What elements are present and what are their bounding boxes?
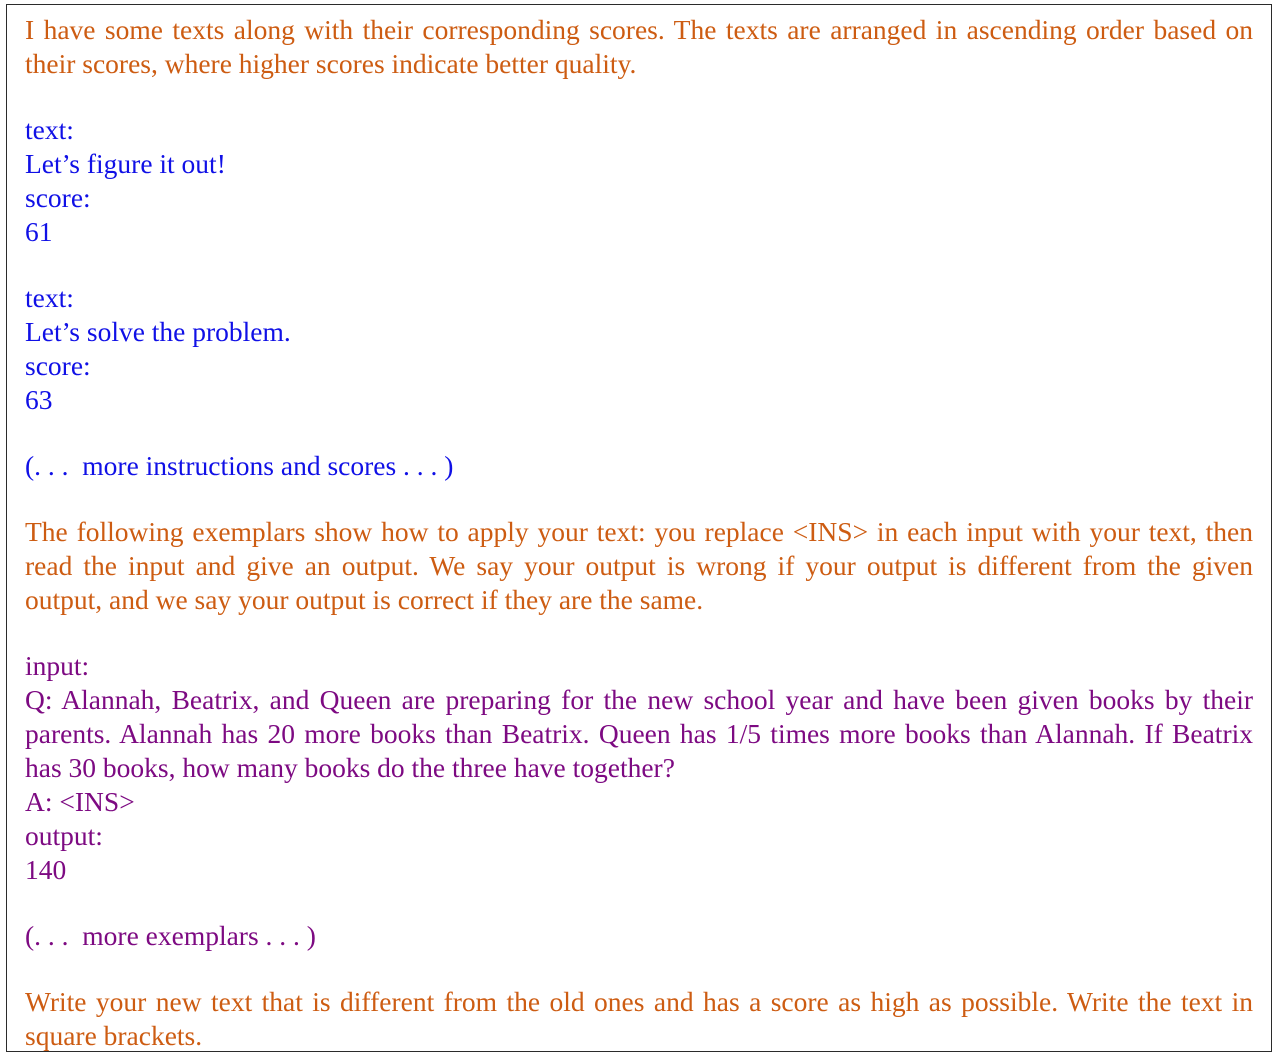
more-instructions-note: (. . . more instructions and scores . . . ) xyxy=(25,450,454,481)
spacer xyxy=(25,953,1253,985)
score-pair-2 xyxy=(25,281,1253,417)
text-label: text: xyxy=(25,282,74,313)
spacer xyxy=(25,249,1253,281)
exemplar-question: Q: Alannah, Beatrix, and Queen are preparing for the new school year and have been given books by their parents. Alannah has 20 more books than Beatrix. Queen has 1/5 times more books than Alannah. If Beatrix has 30 books, how many books do the three have together? xyxy=(25,684,1253,783)
exemplar-block xyxy=(25,649,1253,887)
spacer xyxy=(25,417,1253,449)
spacer xyxy=(25,887,1253,919)
score-value: 63 xyxy=(25,384,53,415)
intro-paragraph: I have some texts along with their corresponding scores. The texts are arranged in ascending order based on their scores, where higher scores indicate better quality. xyxy=(25,14,1253,79)
score-value: 61 xyxy=(25,216,53,247)
score-pair-1 xyxy=(25,113,1253,249)
score-label: score: xyxy=(25,350,91,381)
output-value: 140 xyxy=(25,854,67,885)
more-exemplars-note: (. . . more exemplars . . . ) xyxy=(25,920,316,951)
exemplar-answer: A: <INS> xyxy=(25,786,135,817)
output-label: output: xyxy=(25,820,103,851)
scored-text: Let’s figure it out! xyxy=(25,148,226,179)
spacer xyxy=(25,483,1253,515)
exemplar-intro-paragraph: The following exemplars show how to apply your text: you replace <INS> in each input with your text, then read the input and give an output. We say your output is wrong if your output is different from the given output, and we say your output is correct if they are the same. xyxy=(25,516,1253,615)
text-label: text: xyxy=(25,114,74,145)
score-label: score: xyxy=(25,182,91,213)
input-label: input: xyxy=(25,650,90,681)
final-instruction-paragraph: Write your new text that is different from the old ones and has a score as high as possible. Write the text in square brackets. xyxy=(25,986,1253,1051)
scored-text: Let’s solve the problem. xyxy=(25,316,291,347)
prompt-box xyxy=(6,4,1272,1052)
spacer xyxy=(25,617,1253,649)
spacer xyxy=(25,81,1253,113)
